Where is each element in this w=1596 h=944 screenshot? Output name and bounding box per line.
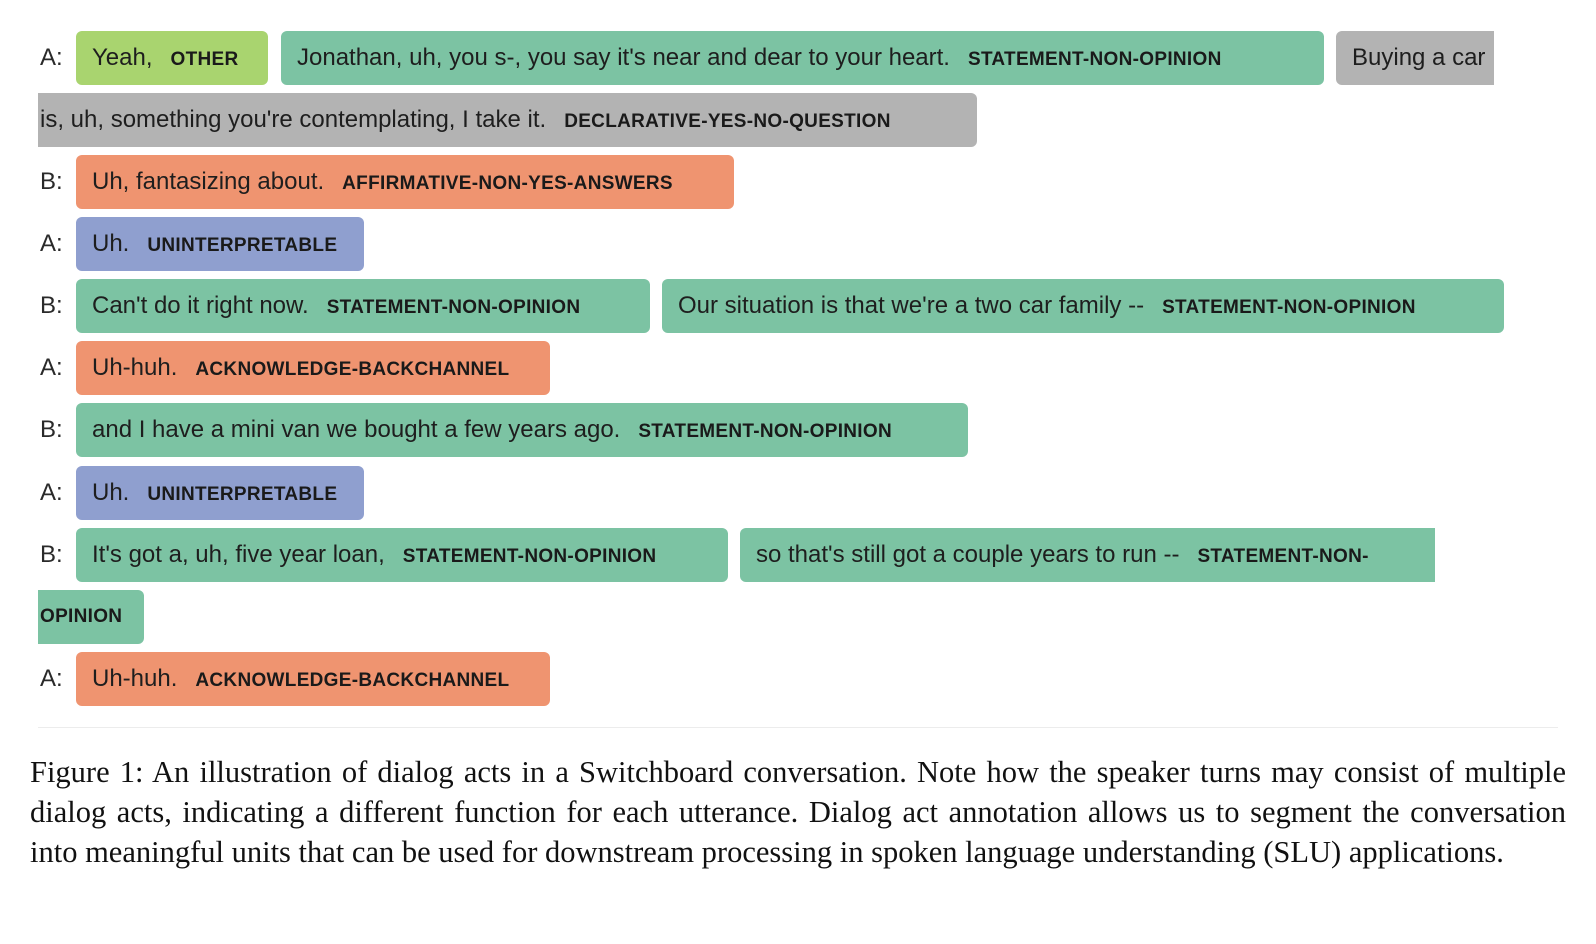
speaker-label: A: (40, 479, 63, 506)
utterance-text: Buying a car (1352, 44, 1486, 71)
utterance-text: It's got a, uh, five year loan, (92, 541, 385, 568)
speaker-label: B: (40, 292, 63, 319)
utterance-text: Yeah, (92, 44, 153, 71)
dialog-act-chip-continued (38, 93, 977, 147)
utterance-text: Uh, fantasizing about. (92, 168, 325, 195)
figure-caption: Figure 1: An illustration of dialog acts in a Switchboard conversation. Note how the speaker turns may consist of multiple dialog acts, indicating a different function for each utterance. Dialog act annotation allows us to segment the conversation into meaningful units that can be used for downstream processing in spoken language understanding (SLU) applications. (30, 755, 1566, 869)
dialog-act-chip (76, 528, 728, 582)
utterance-text: Uh-huh. (92, 665, 178, 692)
utterance-text: so that's still got a couple years to run -- (756, 541, 1180, 568)
dialog-act-chip (76, 341, 550, 395)
dialog-act-chip (76, 31, 268, 85)
speaker-label: A: (40, 44, 63, 71)
dialog-act-chip (281, 31, 1324, 85)
dialog-act-chip (76, 155, 734, 209)
dialog-act-tag: STATEMENT-NON-OPINION (402, 546, 657, 567)
utterance-text: Uh. (92, 479, 130, 506)
utterance-text: Jonathan, uh, you s-, you say it's near and dear to your heart. (297, 44, 950, 71)
dialog-act-tag: DECLARATIVE-YES-NO-QUESTION (564, 111, 891, 132)
figure-divider (38, 727, 1558, 728)
dialog-act-chip (662, 279, 1504, 333)
dialog-act-tag: AFFIRMATIVE-NON-YES-ANSWERS (342, 173, 673, 194)
dialog-act-tag: STATEMENT-NON-OPINION (638, 421, 892, 442)
utterance-text: is, uh, something you're contemplating, I take it. (40, 106, 547, 133)
speaker-label: A: (40, 230, 63, 257)
dialog-act-tag: UNINTERPRETABLE (147, 235, 338, 256)
speaker-label: A: (40, 665, 63, 692)
utterance-text: Uh. (92, 230, 130, 257)
dialog-act-tag: STATEMENT-NON-OPINION (326, 297, 581, 318)
speaker-label: B: (40, 541, 63, 568)
dialog-act-chip (76, 403, 968, 457)
dialog-act-tag: STATEMENT-NON-OPINION (1162, 297, 1416, 318)
utterance-text: Uh-huh. (92, 354, 178, 381)
dialog-act-tag: ACKNOWLEDGE-BACKCHANNEL (195, 359, 510, 380)
dialog-act-chip (76, 279, 650, 333)
dialog-act-tag: STATEMENT-NON- (1197, 546, 1369, 567)
dialog-act-tag: STATEMENT-NON-OPINION (967, 49, 1222, 70)
speaker-label: B: (40, 416, 63, 443)
utterance-text: and I have a mini van we bought a few years ago. (92, 416, 621, 443)
utterance-text: Can't do it right now. (92, 292, 309, 319)
utterance-text: Our situation is that we're a two car family -- (678, 292, 1145, 319)
dialog-act-chip (740, 528, 1435, 582)
dialog-act-chip-continued (38, 590, 144, 644)
dialog-act-chip (76, 217, 364, 271)
speaker-label: B: (40, 168, 63, 195)
dialog-act-chip (1336, 31, 1494, 85)
dialog-act-tag: OTHER (170, 49, 239, 70)
dialog-act-tag: UNINTERPRETABLE (147, 484, 338, 505)
dialog-act-tag: OPINION (40, 606, 123, 627)
speaker-label: A: (40, 354, 63, 381)
dialog-act-chip (76, 466, 364, 520)
dialog-act-tag: ACKNOWLEDGE-BACKCHANNEL (195, 670, 510, 691)
dialog-act-chip (76, 652, 550, 706)
